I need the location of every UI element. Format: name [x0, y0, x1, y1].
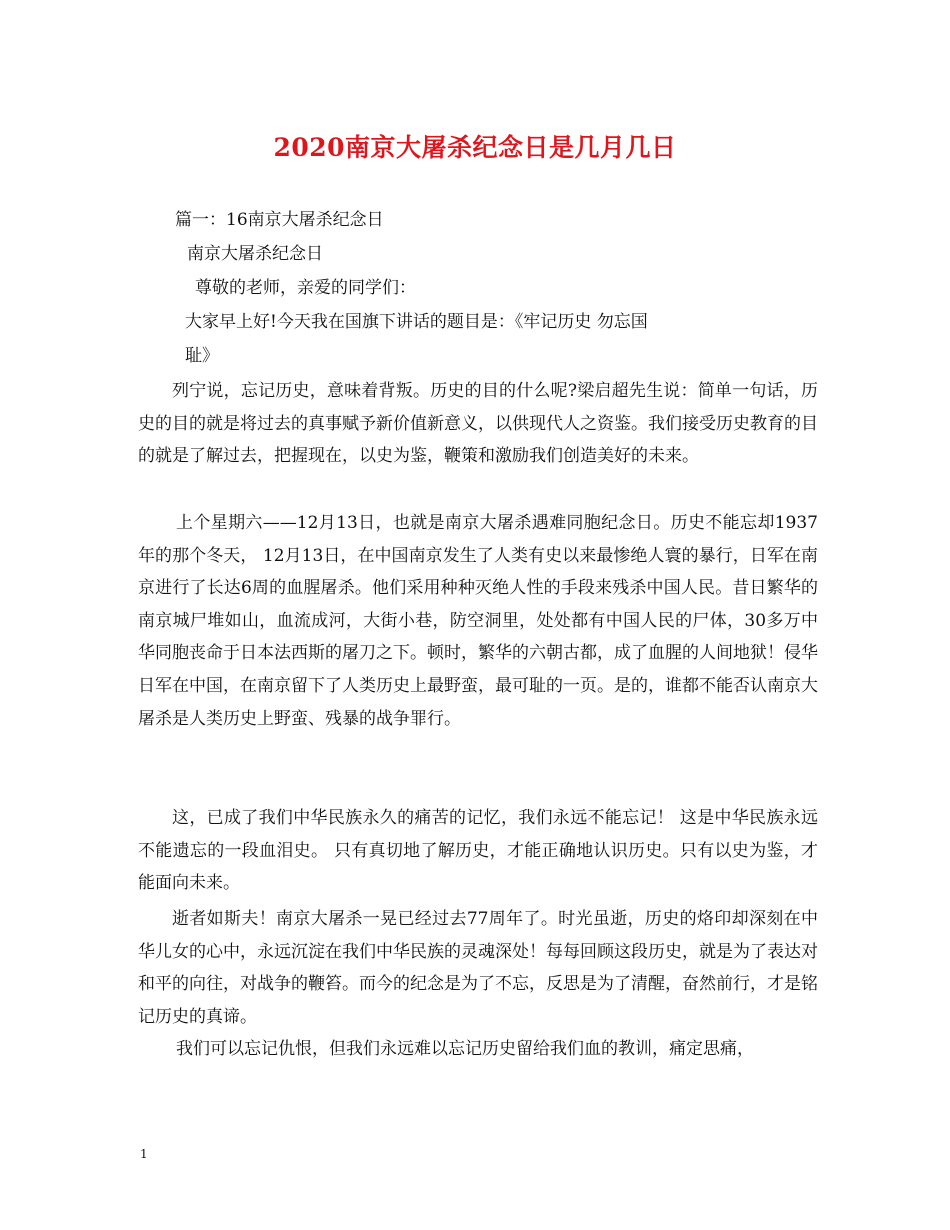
- speech-title: 南京大屠杀纪念日: [187, 244, 323, 264]
- paragraph: 逝者如斯夫！南京大屠杀一晃已经过去77周年了。时光虽逝，历史的烙印却深刻在中华儿女的心中，永远沉淀在我们中华民族的灵魂深处！每每回顾这段历史，就是为了表达对和平的向往，对战争的鞭笞。而今的纪念是为了不忘，反思是为了清醒，奋然前行，才是铭记历史的真谛。: [138, 909, 818, 1027]
- section-heading: 篇一：16南京大屠杀纪念日: [175, 210, 384, 230]
- salutation: 尊敬的老师，亲爱的同学们：: [195, 278, 416, 298]
- paragraph: 我们可以忘记仇恨，但我们永远难以忘记历史留给我们血的教训，痛定思痛，: [176, 1039, 754, 1059]
- document-title: 2020南京大屠杀纪念日是几月几日: [273, 133, 677, 162]
- intro-line-continued: 耻》: [185, 346, 219, 366]
- page-number: 1: [140, 1147, 148, 1161]
- intro-line: 大家早上好!今天我在国旗下讲话的题目是：《牢记历史 勿忘国: [185, 312, 648, 332]
- paragraph: 列宁说，忘记历史，意味着背叛。历史的目的什么呢?梁启超先生说：简单一句话，历史的目的就是将过去的真事赋予新价值新意义，以供现代人之资鉴。我们接受历史教育的目的就是了解过去，把握现在，以史为鉴，鞭策和激励我们创造美好的未来。: [138, 381, 818, 467]
- paragraph: 这，已成了我们中华民族永久的痛苦的记忆，我们永远不能忘记！ 这是中华民族永远不能遗忘的一段血泪史。 只有真切地了解历史，才能正确地认识历史。只有以史为鉴，才能面向未来。: [138, 808, 818, 894]
- paragraph: 上个星期六——12月13日，也就是南京大屠杀遇难同胞纪念日。历史不能忘却1937年的那个冬天， 12月13日，在中国南京发生了人类有史以来最惨绝人寰的暴行，日军在南京进行了长达6周的血腥屠杀。他们采用种种灭绝人性的手段来残杀中国人民。昔日繁华的南京城尸堆如山，血流成河，大街小巷，防空洞里，处处都有中国人民的尸体，30多万中华同胞丧命于日本法西斯的屠刀之下。顿时，繁华的六朝古都，成了血腥的人间地狱！侵华日军在中国，在南京留下了人类历史上最野蛮，最可耻的一页。是的，谁都不能否认南京大屠杀是人类历史上野蛮、残暴的战争罪行。: [138, 513, 818, 729]
